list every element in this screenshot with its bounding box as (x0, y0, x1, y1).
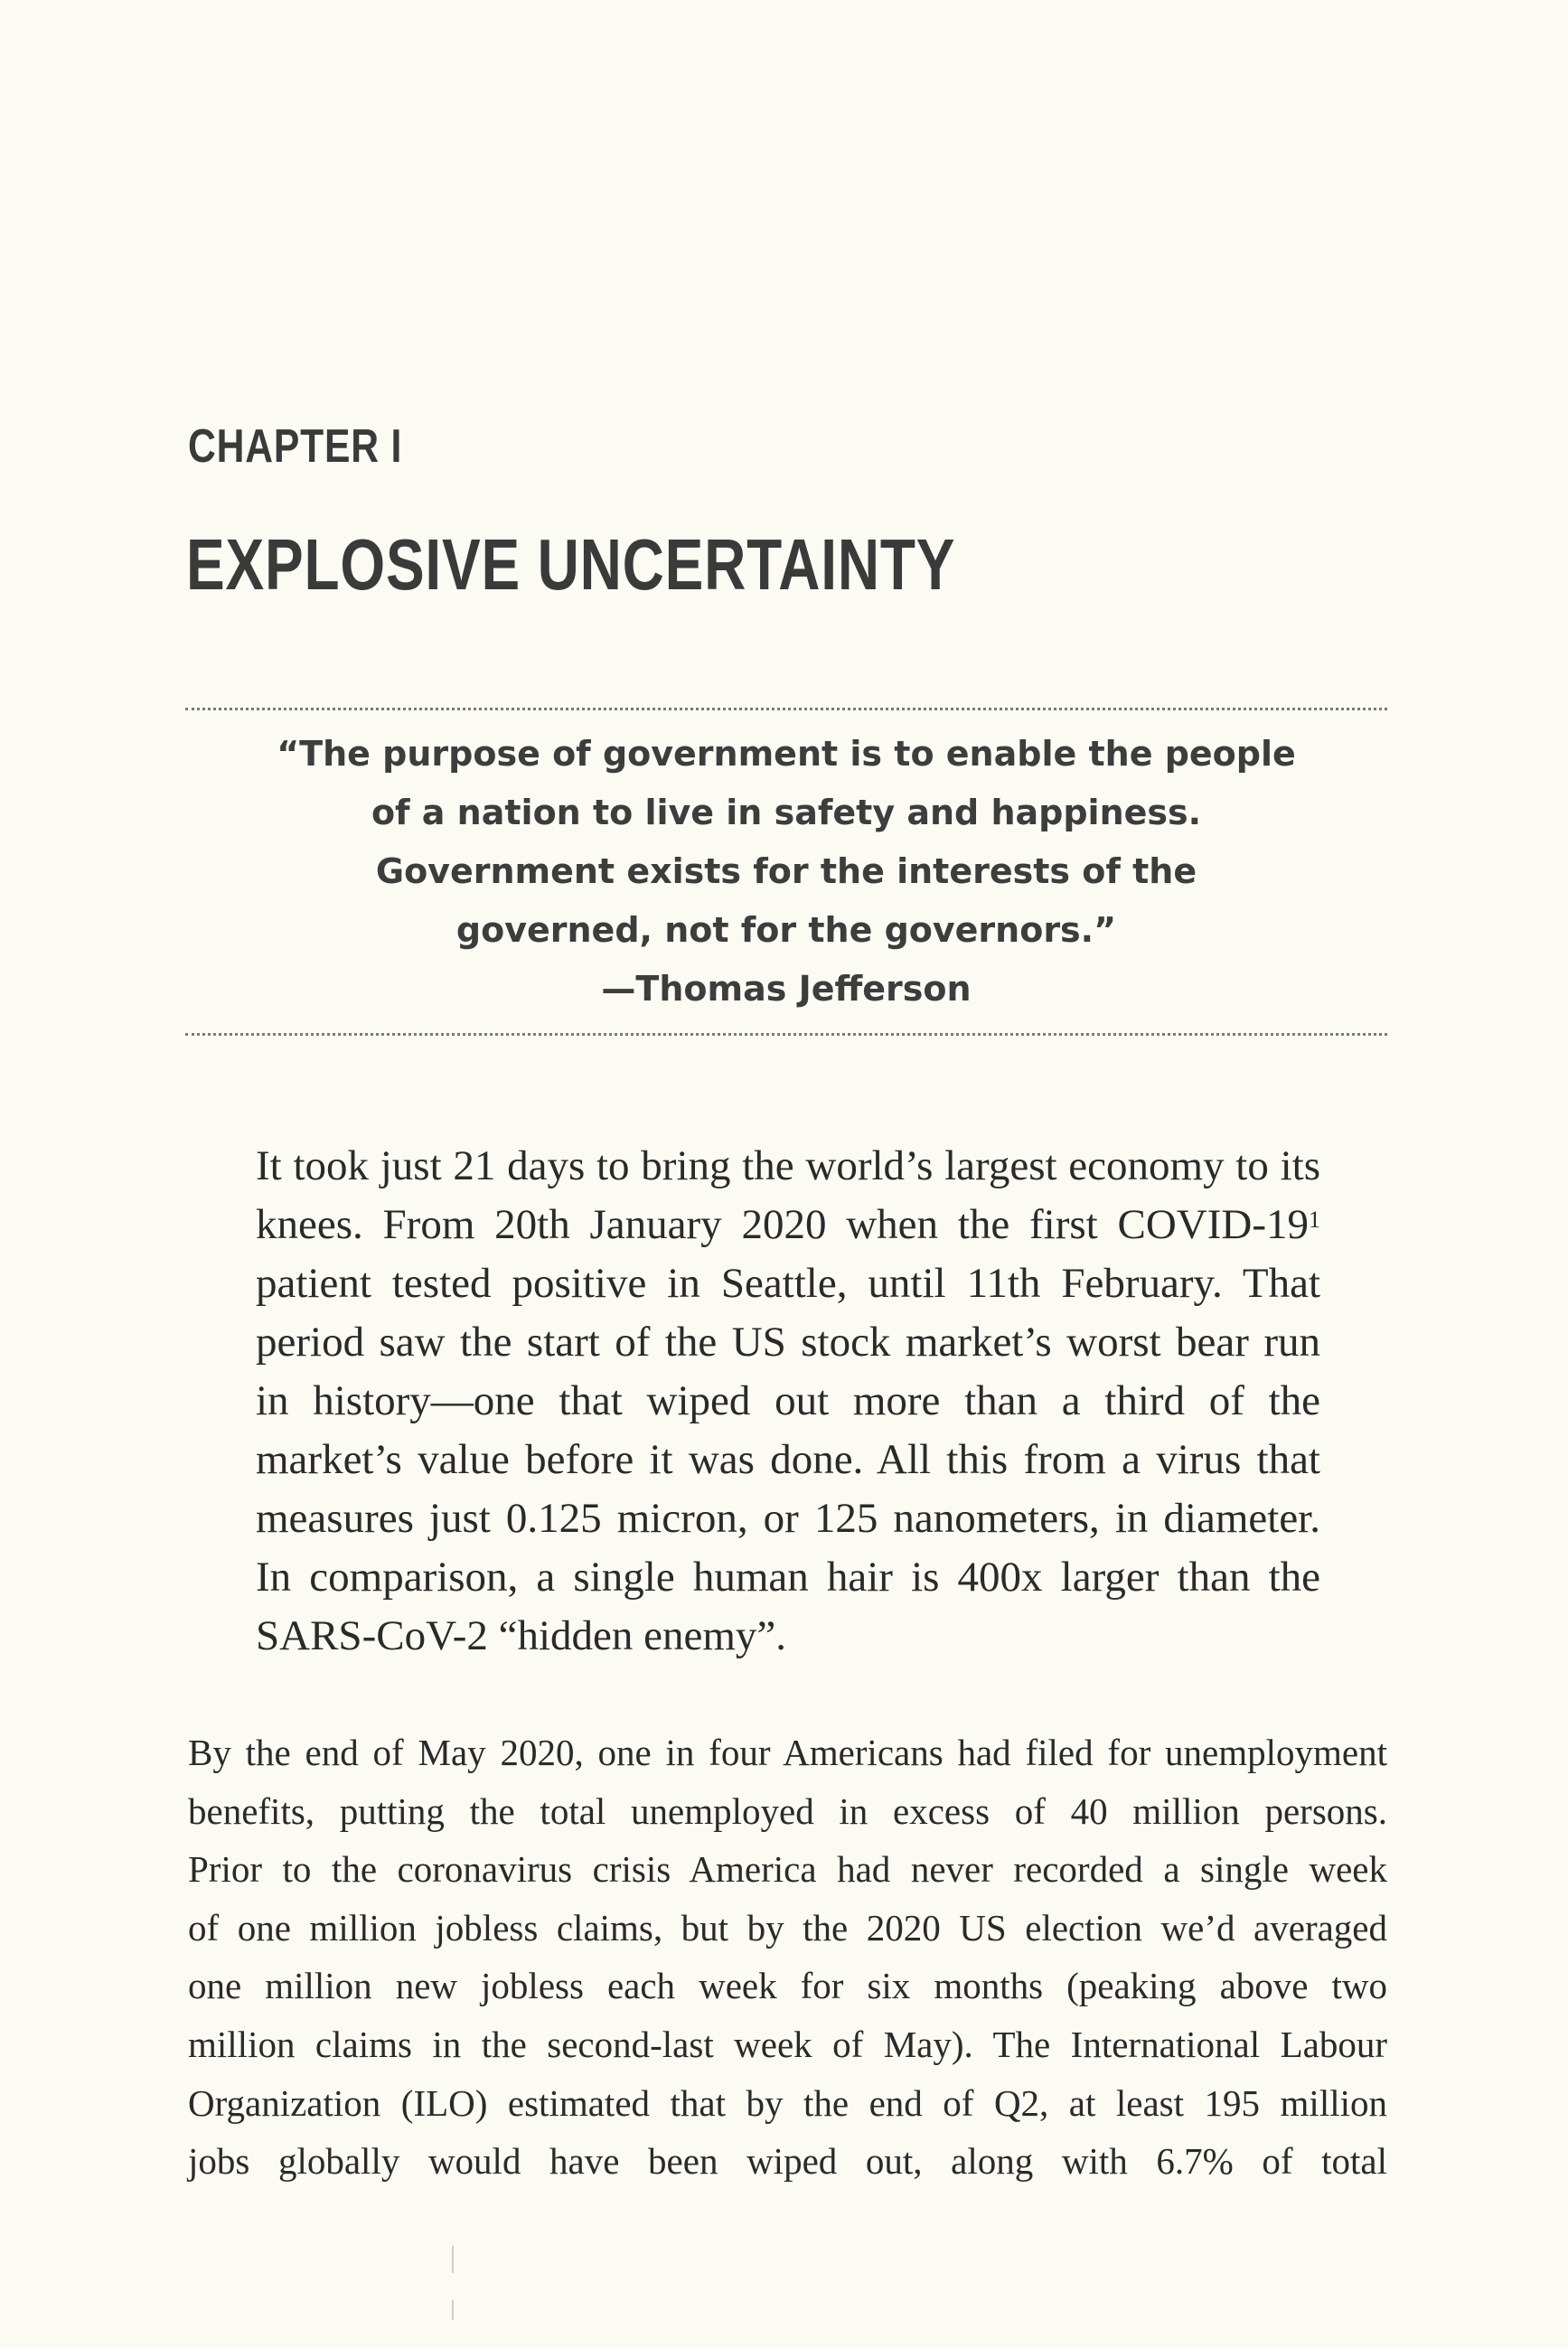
paragraph-line: It took just 21 days to bring the world’s largest economy to its (256, 1142, 1320, 1189)
epigraph-line: of a nation to live in safety and happiness. (371, 793, 1202, 832)
epigraph-top-rule (185, 708, 1387, 710)
paragraph-unemployment (188, 1723, 1387, 2191)
epigraph-line: governed, not for the governors.” (455, 910, 1117, 950)
paragraph-intro (256, 1137, 1320, 1666)
paragraph-line: benefits, putting the total unemployed in excess of 40 million persons. (188, 1789, 1387, 1832)
paragraph-line: patient tested positive in Seattle, until 11th February. That (256, 1260, 1320, 1307)
epigraph-quote (185, 725, 1387, 1019)
paragraph-line: Prior to the coronavirus crisis America had never recorded a single week (188, 1848, 1387, 1891)
paragraph-line: SARS-CoV-2 “hidden enemy”. (256, 1612, 787, 1659)
chapter-title: EXPLOSIVE UNCERTAINTY (186, 524, 956, 605)
paragraph-line-text: knees. From 20th January 2020 when the first COVID-19 (256, 1201, 1309, 1248)
paragraph-line: in history—one that wiped out more than a third of the (256, 1377, 1320, 1424)
paragraph-line: million claims in the second-last week of May). The International Labour (188, 2023, 1387, 2065)
paragraph-line: measures just 0.125 micron, or 125 nanometers, in diameter. (256, 1495, 1320, 1542)
paragraph-line: one million new jobless each week for six months (peaking above two (188, 1965, 1387, 2007)
paragraph-line: jobs globally would have been wiped out, along with 6.7% of total (188, 2140, 1387, 2183)
paragraph-line: of one million jobless claims, but by the 2020 US election we’d averaged (188, 1906, 1387, 1949)
paragraph-line: By the end of May 2020, one in four Americans had filed for unemployment (188, 1732, 1387, 1773)
epigraph-bottom-rule (185, 1033, 1387, 1036)
paragraph-line-with-footnote (256, 1196, 1320, 1254)
epigraph-line: “The purpose of government is to enable the people (277, 734, 1296, 774)
paragraph-line: market’s value before it was done. All this from a virus that (256, 1436, 1320, 1483)
paragraph-line: Organization (ILO) estimated that by the end of Q2, at least 195 million (188, 2081, 1387, 2124)
scan-artifact-mark (452, 2300, 454, 2320)
footnote-marker[interactable]: 1 (1309, 1207, 1320, 1233)
scan-artifact-mark (452, 2246, 454, 2273)
paragraph-line: In comparison, a single human hair is 400x larger than the (256, 1554, 1320, 1601)
chapter-label: CHAPTER I (188, 420, 403, 473)
epigraph-attribution: —Thomas Jefferson (601, 969, 972, 1009)
paragraph-line: period saw the start of the US stock market’s worst bear run (256, 1319, 1320, 1366)
epigraph-line: Government exists for the interests of the (375, 851, 1197, 891)
